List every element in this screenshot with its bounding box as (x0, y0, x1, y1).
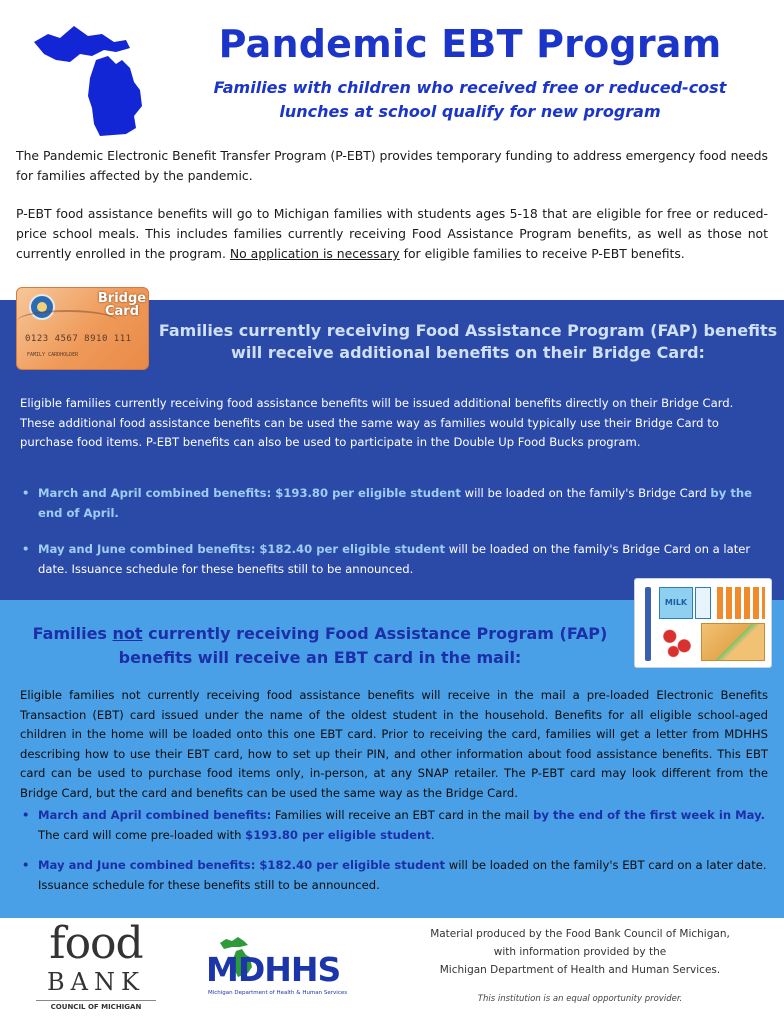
bridge-card-holder: FAMILY CARDHOLDER (27, 352, 79, 358)
nonfap-heading-not: not (112, 624, 143, 643)
nonfap-bullet-march-april (20, 806, 768, 845)
subtitle-line-1: Families with children who received free or reduced-cost (213, 78, 727, 97)
milk-carton-icon (659, 587, 693, 619)
bridge-card-title: Bridge Card (97, 291, 147, 319)
page-subtitle (170, 76, 770, 124)
carrots-icon (717, 587, 765, 619)
school-lunch-tray-image (634, 578, 772, 668)
nonfap-bullet1-text: Families will receive an EBT card in the mail (271, 808, 534, 822)
nonfap-section-heading (20, 622, 620, 670)
fap-bullet1-text: will be loaded on the family's Bridge Card (460, 486, 711, 500)
fap-section-heading: Families currently receiving Food Assistance Program (FAP) benefits will receive additional benefits on their Bridge Card: (158, 321, 778, 362)
produced-line-3: Michigan Department of Health and Human Services. (439, 964, 721, 976)
fap-section-body: Eligible families currently receiving food assistance benefits will be issued additional benefits directly on their Bridge Card. These additional food assistance benefits can be used the same way as families would typically use their Bridge Card to purchase food items. P-EBT benefits can also be used to participate in the Double Up Food Bucks program. (20, 396, 734, 449)
equal-opportunity-statement: This institution is an equal opportunity provider. (477, 994, 683, 1004)
fap-bullet2-text: will be loaded on the family's Bridge Card on a later date. Issuance schedule for these benefits still to be announced. (38, 542, 751, 576)
fap-bullet-may-june (20, 540, 768, 579)
bullet-dot: • (22, 808, 30, 822)
mdhhs-logo: MDHHS (206, 950, 341, 989)
fap-bullet1-deadline: by the end of April. (38, 486, 752, 520)
nonfap-bullet1-bold: March and April combined benefits: (38, 808, 272, 822)
nonfap-bullet2-bold: May and June combined benefits: $182.40 per eligible student (38, 858, 446, 872)
intro-p2-text: P-EBT food assistance benefits will go to Michigan families with students ages 5-18 that are eligible for free or reduced-price school meals. This includes families currently receiving Food Assistance Program benefits, as well as those not currently enrolled in the program. (16, 206, 768, 261)
nonfap-heading-post: currently receiving Food Assistance Program (FAP) benefits will receive an EBT card in the mail: (118, 624, 608, 667)
nonfap-bullet1-text2: The card will come pre-loaded with (38, 827, 246, 842)
milk-carton-side-icon (695, 587, 711, 619)
produced-line-1: Material produced by the Food Bank Council of Michigan, (430, 928, 730, 940)
bridge-card-image (16, 287, 149, 370)
fap-bullet1-bold: March and April combined benefits: $193.80 per eligible student (38, 486, 461, 500)
intro-paragraph-2 (16, 204, 768, 264)
page-header (0, 0, 784, 135)
produced-by-credit (400, 925, 760, 979)
intro-paragraph-1: The Pandemic Electronic Benefit Transfer Program (P-EBT) provides temporary funding to address emergency food needs for families affected by the pandemic. (16, 148, 768, 183)
mdhhs-logo-subtitle: Michigan Department of Health & Human Services (208, 990, 348, 996)
intro-p2-end: for eligible families to receive P-EBT benefits. (399, 246, 685, 261)
subtitle-line-2: lunches at school qualify for new program (279, 102, 661, 121)
page-title: Pandemic EBT Program (218, 22, 722, 66)
food-bank-logo-bank: BANK (47, 968, 145, 996)
fruit-icon (659, 623, 695, 661)
bridge-card-number: 0123 4567 8910 111 (25, 334, 132, 344)
michigan-map-icon (30, 12, 156, 138)
nonfap-bullet1-deadline: by the end of the first week in May. (533, 808, 766, 822)
produced-line-2: with information provided by the (493, 946, 667, 958)
fork-icon (645, 587, 651, 661)
nonfap-heading-pre: Families (32, 624, 113, 643)
bullet-dot: • (22, 858, 30, 872)
food-bank-logo-council: COUNCIL OF MICHIGAN (36, 1000, 156, 1011)
bullet-dot: • (22, 542, 30, 556)
nonfap-bullet-may-june (20, 856, 768, 895)
fap-bullet2-bold: May and June combined benefits: $182.40 per eligible student (38, 542, 446, 556)
fap-bullet-march-april (20, 484, 768, 523)
nonfap-section-body: Eligible families not currently receiving food assistance benefits will receive in the mail a pre-loaded Electronic Benefits Transaction (EBT) card issued under the name of the oldest student in the household. Benefits for all eligible school-aged children in the home will be loaded onto this one EBT card. Prior to receiving the card, families will get a letter from MDHHS describing how to use their EBT card, how to set up their PIN, and other information about food assistance benefits. This EBT card can be used to purchase food items only, in-person, at any SNAP retailer. The P-EBT card may look different from the Bridge Card, but the card and benefits can be used the same way as the Bridge Card. (20, 688, 768, 800)
milk-label: MILK (664, 598, 688, 607)
nonfap-bullet1-end: . (430, 827, 435, 842)
bullet-dot: • (22, 486, 30, 500)
no-application-emphasis: No application is necessary (229, 246, 400, 261)
sandwich-icon (701, 623, 765, 661)
nonfap-bullet1-amount: $193.80 per eligible student (245, 827, 431, 842)
food-bank-logo-food: food (49, 918, 143, 969)
nonfap-bullet2-text: will be loaded on the family's EBT card on a later date. Issuance schedule for these benefits still to be announced. (38, 858, 767, 892)
